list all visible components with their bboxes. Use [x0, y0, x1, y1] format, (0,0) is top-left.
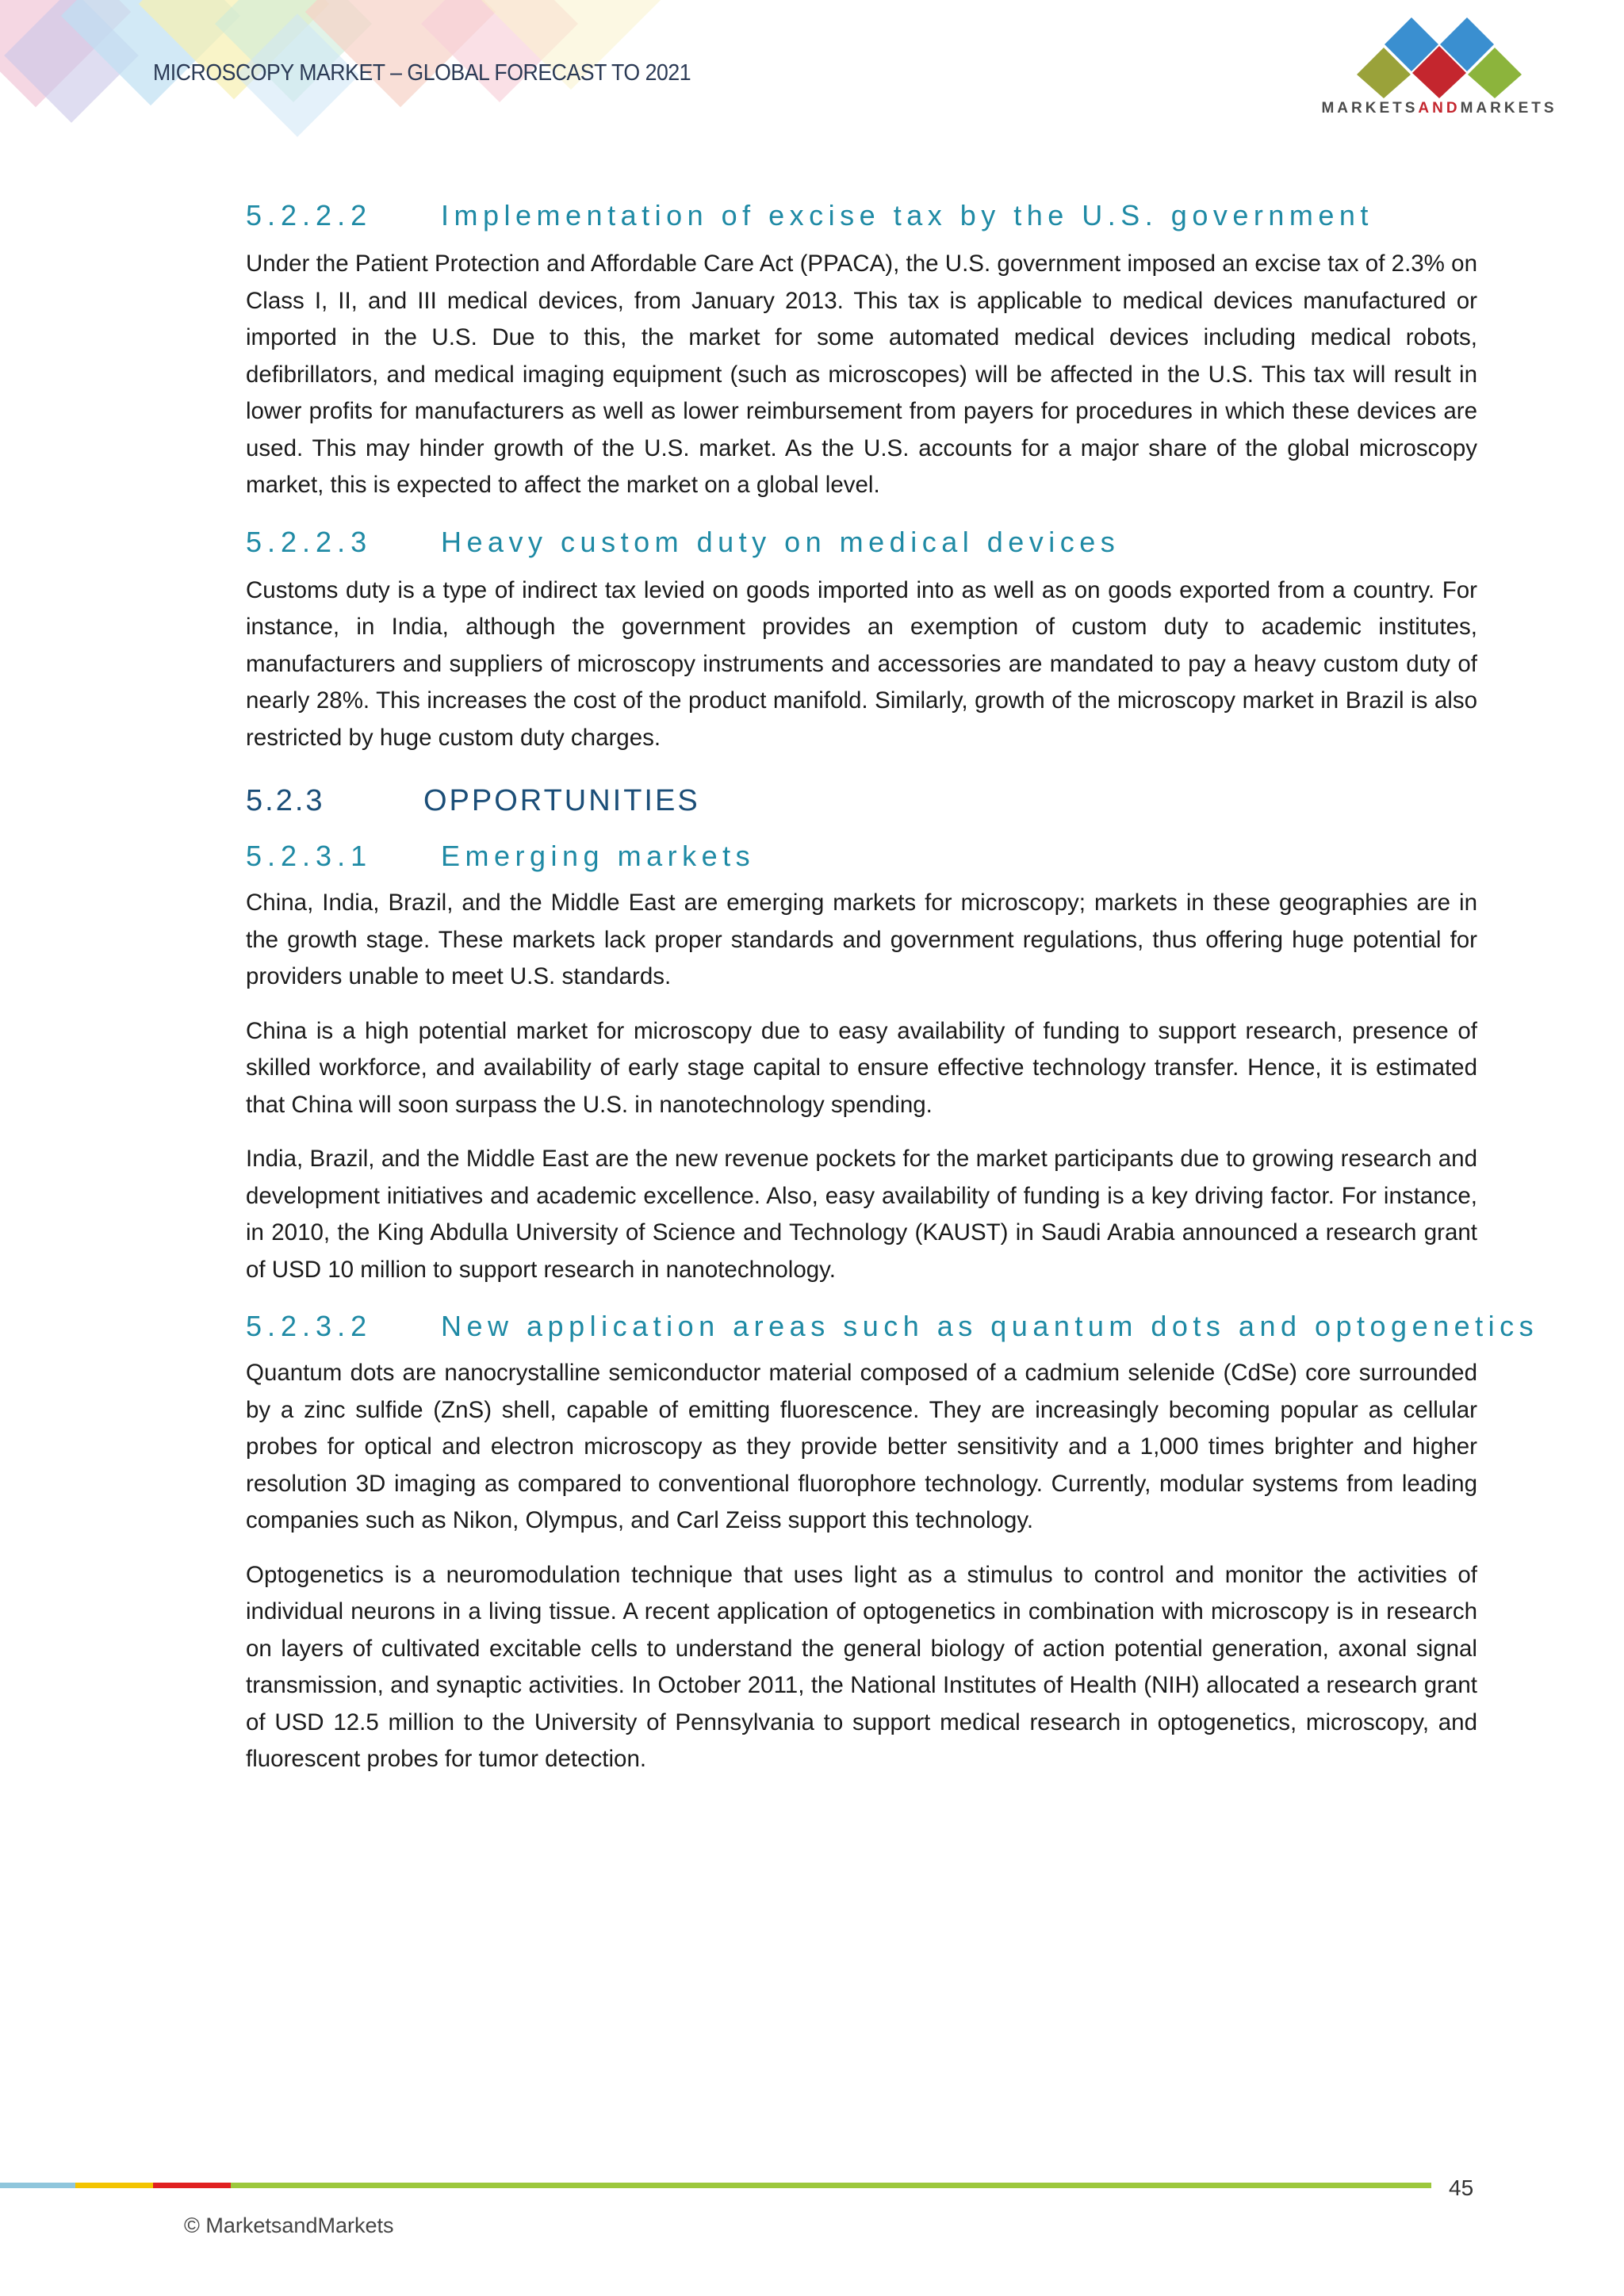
logo-word-markets-1: MARKETS — [1321, 100, 1419, 117]
heading-number: 5.2.3 — [246, 784, 325, 817]
logo-diamonds-icon — [1293, 11, 1586, 98]
paragraph: Quantum dots are nanocrystalline semiconductor material composed of a cadmium selenide (CdSe) core surrounded by a zinc sulfide (ZnS) shell, capable of emitting fluorescence. They are increasingly becoming popular as cellular probes for optical and electron microscopy as they provide better sensitivity and a 1,000 times brighter and higher resolution 3D imaging as compared to conventional fluorophore technology. Currently, modular systems from leading companies such as Nikon, Olympus, and Carl Zeiss support this technology. — [246, 1360, 1477, 1533]
logo-wordmark — [1293, 100, 1586, 117]
heading-5-2-3-2 — [246, 1306, 1539, 1347]
paragraph: China, India, Brazil, and the Middle East are emerging markets for microscopy; markets in these geographies are in the growth stage. These markets lack proper standards and government regulations, thus offering huge potential for providers unable to meet U.S. standards. — [246, 890, 1477, 989]
copyright: © MarketsandMarkets — [184, 2214, 394, 2237]
heading-5-2-3-1 — [246, 836, 1477, 877]
paragraph: Customs duty is a type of indirect tax levied on goods imported into as well as on goods exported from a country. For instance, in India, although the government provides an exemption of custom duty to academic institutes, manufacturers and suppliers of microscopy instruments and accessories are mandated to pay a heavy custom duty of nearly 28%. This increases the cost of the product manifold. Similarly, growth of the microscopy market in Brazil is also restricted by huge custom duty charges. — [246, 576, 1477, 751]
heading-number: 5.2.3.2 — [246, 1310, 373, 1342]
paragraph: Under the Patient Protection and Affordable Care Act (PPACA), the U.S. government imposed an excise tax of 2.3% on Class I, II, and III medical devices, from January 2013. This tax is applicable to medical devices manufactured or imported in the U.S. Due to this, the market for some automated medical devices including medical robots, defibrillators, and medical imaging equipment (such as microscopes) will be affected in the U.S. This tax will result in lower profits for manufacturers as well as lower reimbursement from payers for procedures in which these devices are used. This may hinder growth of the U.S. market. As the U.S. accounts for a major share of the global microscopy market, this is expected to affect the market on a global level. — [246, 251, 1477, 498]
heading-5-2-2-3 — [246, 522, 1477, 563]
main-content — [246, 195, 1539, 1778]
heading-number: 5.2.2.2 — [246, 199, 373, 232]
heading-title: Heavy custom duty on medical devices — [441, 525, 1120, 558]
heading-number: 5.2.3.1 — [246, 840, 373, 872]
footer-bar-red — [153, 2183, 231, 2188]
logo-word-and: AND — [1418, 100, 1461, 117]
heading-number: 5.2.2.3 — [246, 525, 373, 558]
document-header-title: MICROSCOPY MARKET – GLOBAL FORECAST TO 2021 — [153, 60, 691, 86]
heading-title: OPPORTUNITIES — [423, 784, 700, 817]
footer-bar-lightblue — [0, 2183, 75, 2188]
heading-5-2-2-2 — [246, 195, 1477, 236]
paragraph: Optogenetics is a neuromodulation technique that uses light as a stimulus to control and monitor the activities of individual neurons in a living tissue. A recent application of optogenetics in combination with microscopy is in research on layers of cultivated excitable cells to understand the general biology of action potential generation, axonal signal transmission, and synaptic activities. In October 2011, the National Institutes of Health (NIH) allocated a research grant of USD 12.5 million to the University of Pennsylvania to support medical research in optogenetics, microscopy, and fluorescent probes for tumor detection. — [246, 1561, 1477, 1772]
heading-title: Implementation of excise tax by the U.S. government — [441, 199, 1373, 232]
paragraph: India, Brazil, and the Middle East are the new revenue pockets for the market participants due to growing research and development initiatives and academic excellence. Also, easy availability of funding is a key driving factor. For instance, in 2010, the King Abdulla University of Science and Technology (KAUST) in Saudi Arabia announced a research grant of USD 10 million to support research in nanotechnology. — [246, 1146, 1477, 1283]
heading-title: Emerging markets — [441, 840, 756, 872]
marketsandmarkets-logo — [1293, 11, 1586, 122]
footer-bar-green — [231, 2183, 1431, 2188]
heading-title: New application areas such as quantum dots and optogenetics — [441, 1310, 1539, 1342]
logo-word-markets-2: MARKETS — [1460, 100, 1557, 117]
footer-bar-yellow — [75, 2183, 153, 2188]
heading-5-2-3 — [246, 779, 1477, 823]
page-number: 45 — [1449, 2175, 1474, 2200]
paragraph: China is a high potential market for microscopy due to easy availability of funding to support research, presence of skilled workforce, and availability of early stage capital to ensure effective technology transfer. Hence, it is estimated that China will soon surpass the U.S. in nanotechnology spending. — [246, 1017, 1477, 1118]
